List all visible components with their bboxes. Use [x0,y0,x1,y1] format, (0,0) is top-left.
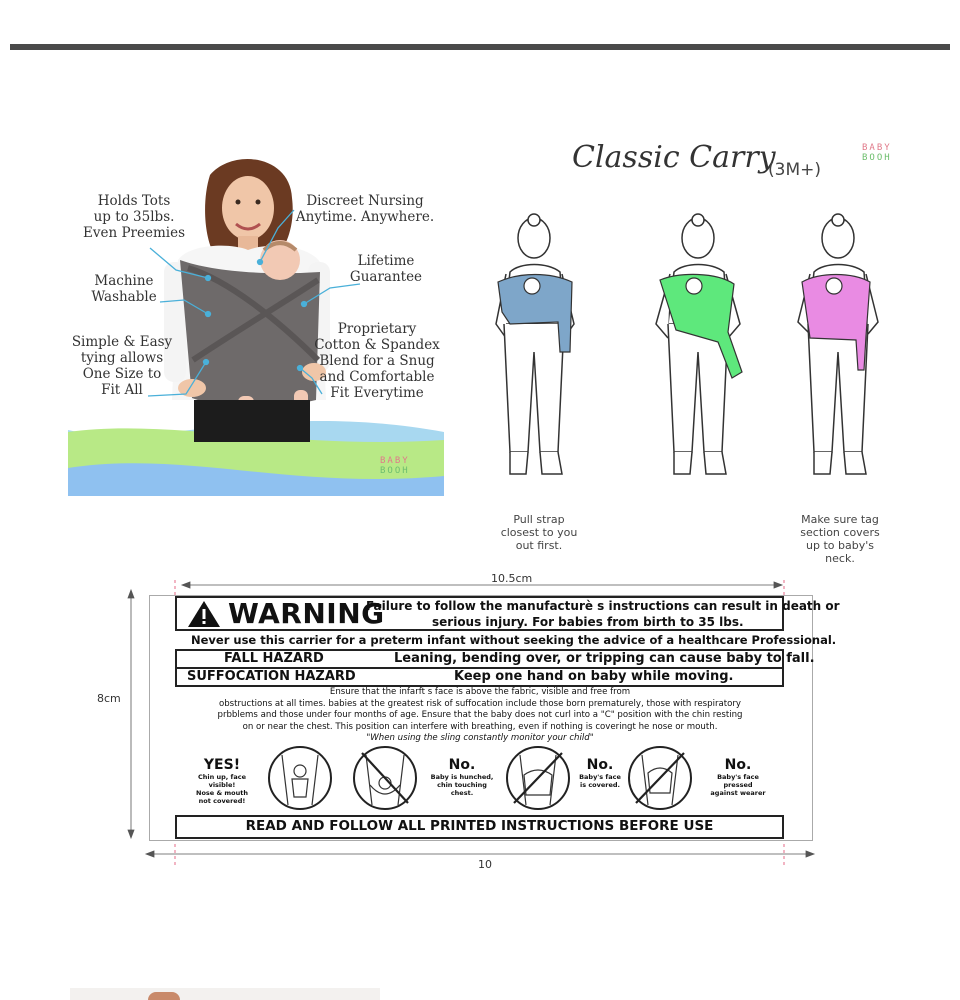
warning-heading: WARNING [228,597,385,630]
example-caption-line: Baby's face [579,773,621,781]
safety-paragraph [176,687,784,745]
caption-line: section covers [800,526,880,539]
suffocation-hazard-text: Keep one hand on baby while moving. [454,669,734,684]
carry-subtitle: (3M+) [768,160,821,180]
callout-line: Holds Tots [97,193,171,209]
callout-line: Discreet Nursing [306,193,424,209]
callout-line: Simple & Easy [71,334,173,350]
example-caption-line: Nose & mouth [196,789,248,797]
callout-lifetime-guarantee [342,253,430,285]
carry-caption-step1 [494,513,584,552]
brand-logo-line: BOOH [380,466,410,476]
width-label-top: 10.5cm [491,572,533,585]
callout-line: Even Preemies [82,225,185,241]
callout-proprietary-blend [314,321,440,401]
callout-line: Anytime. Anywhere. [295,209,435,225]
fall-hazard-label: FALL HAZARD [224,651,324,666]
paragraph-line: on or near the chest. This position can interfere with breathing, even if nothing is coveringt he nose or mouth. [242,721,718,732]
callout-discreet-nursing [294,193,436,225]
paragraph-line: Ensure that the infarft s face is above the fabric, visible and free from [329,687,631,697]
yes-label: YES! [203,757,241,773]
brand-logo-line: BABY [862,143,892,153]
callout-line: Machine [94,273,154,289]
example-caption-line: chin touching chest. [437,781,487,797]
callout-line: Fit All [101,382,143,398]
carry-title: Classic Carry [572,140,776,175]
warning-heading-line1: Failure to follow the manufacturè s instructions can result in death or [366,599,840,613]
callout-holds-tots [80,193,188,241]
callout-line: One Size to [82,366,162,382]
example-caption-line: Baby is hunched, [430,773,494,781]
caption-line: out first. [515,539,563,552]
callout-line: Blend for a Snug [319,353,435,369]
caption-line: Pull strap [513,513,565,526]
callout-line: Washable [91,289,157,305]
caption-line: Make sure tag [801,513,879,526]
brand-logo [380,456,410,476]
instructions-footer: READ AND FOLLOW ALL PRINTED INSTRUCTIONS BEFORE USE [245,818,714,834]
never-use-notice: Never use this carrier for a preterm infant without seeking the advice of a healthcare Professional. [191,633,837,647]
carry-caption-step3 [794,513,886,565]
next-image-detail [148,992,180,1000]
callout-line: tying allows [80,350,164,366]
callout-machine-washable [86,273,162,305]
next-image-strip [70,988,380,1000]
position-pictograms [258,745,778,815]
warning-triangle-icon [186,599,222,629]
height-label: 8cm [97,692,121,705]
width-label-bottom: 10 [478,858,492,871]
no-label: No. [448,757,476,773]
paragraph-line: obstructions at all times. babies at the greatest risk of suffocation include those born prematurely, those with respiratory [218,698,742,709]
paragraph-line: "When using the sling constantly monitor your child" [366,733,594,743]
no-label: No. [724,757,752,773]
yes-example [186,757,258,805]
caption-line: closest to you [500,526,578,539]
caption-line: up to baby's [806,539,874,552]
top-divider [10,44,950,50]
callout-line: Cotton & Spandex [314,337,440,353]
carry-steps-illustration [480,212,900,512]
callout-simple-easy [70,334,174,398]
suffocation-hazard-label: SUFFOCATION HAZARD [187,669,356,684]
paragraph-line: prbblems and those under four months of age. Ensure that the baby does not curl into a "C" position with the chin resting [217,710,743,720]
brand-logo-line: BABY [380,456,410,466]
example-caption-line: not covered! [198,797,246,805]
callout-line: up to 35lbs. [93,209,175,225]
brand-logo-line: BOOH [862,153,892,163]
no-label: No. [586,757,614,773]
fall-hazard-text: Leaning, bending over, or tripping can cause baby to fall. [394,651,815,666]
caption-line: neck. [825,552,855,565]
example-caption-line: is covered. [579,781,621,789]
warning-heading-line2: serious injury. For babies from birth to 35 lbs. [432,615,744,629]
example-caption-line: Chin up, face visible! [197,773,246,789]
carry-brand-logo [862,143,892,163]
callout-line: Proprietary [337,321,417,337]
example-caption-line: Baby's face pressed [717,773,759,789]
callout-line: Lifetime [357,253,415,269]
callout-line: Fit Everytime [330,385,424,401]
product-feature-panel [68,150,444,496]
example-caption-line: against wearer [710,789,766,797]
callout-line: and Comfortable [319,369,435,385]
callout-line: Guarantee [349,269,423,285]
